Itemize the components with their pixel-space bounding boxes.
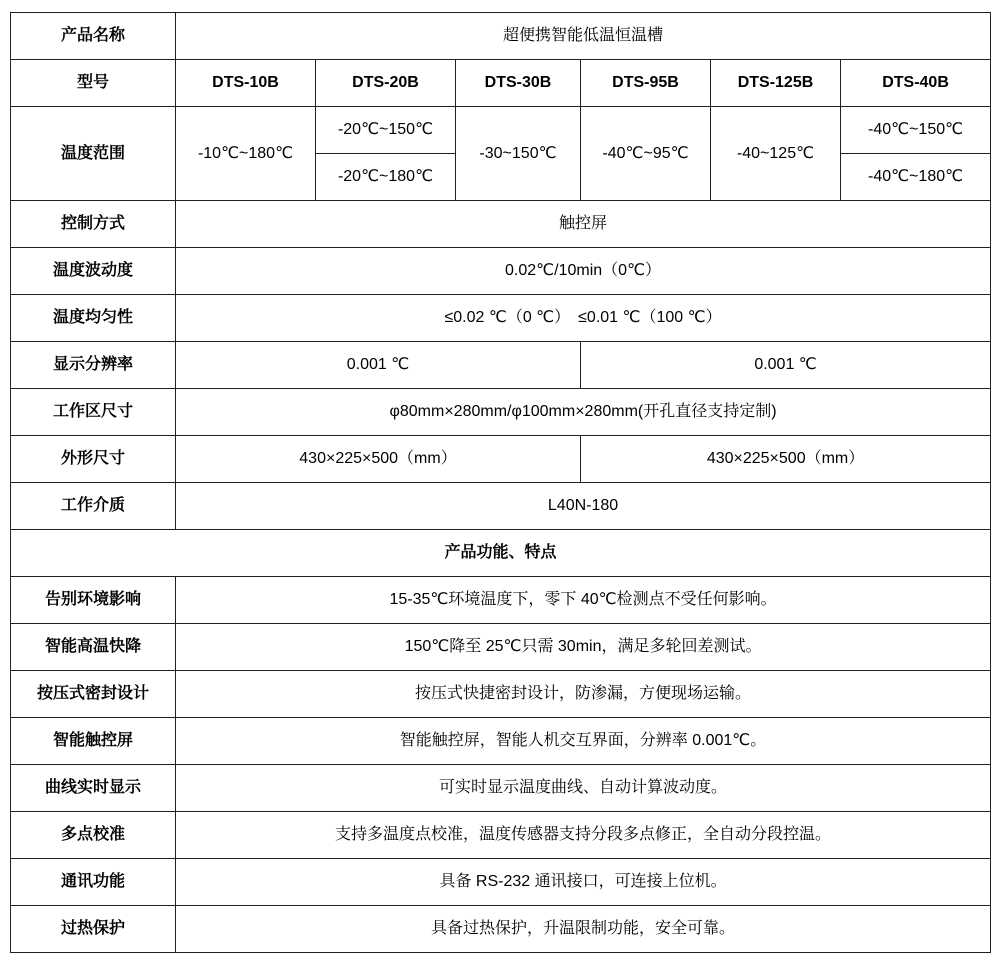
- row-label-model: 型号: [11, 60, 176, 107]
- row-value-work-area-size: φ80mm×280mm/φ100mm×280mm(开孔直径支持定制): [176, 389, 991, 436]
- table-row-outline-size: [11, 436, 991, 483]
- table-row: [11, 765, 991, 812]
- temp-range-dts-30b: -30~150℃: [456, 107, 581, 201]
- table-row-model: [11, 60, 991, 107]
- feature-value-3: 智能触控屏，智能人机交互界面，分辨率 0.001℃。: [176, 718, 991, 765]
- table-row-control-mode: [11, 201, 991, 248]
- row-label-product-name: 产品名称: [11, 13, 176, 60]
- temp-range-dts-20b-top: -20℃~150℃: [316, 107, 456, 154]
- feature-value-5: 支持多温度点校准，温度传感器支持分段多点修正，全自动分段控温。: [176, 812, 991, 859]
- model-dts-95b: DTS-95B: [581, 60, 711, 107]
- table-row-display-resolution: [11, 342, 991, 389]
- row-value-product-name: 超便携智能低温恒温槽: [176, 13, 991, 60]
- table-row: [11, 671, 991, 718]
- feature-value-0: 15-35℃环境温度下，零下 40℃检测点不受任何影响。: [176, 577, 991, 624]
- feature-value-7: 具备过热保护，升温限制功能，安全可靠。: [176, 906, 991, 953]
- model-dts-125b: DTS-125B: [711, 60, 841, 107]
- temp-range-dts-125b: -40~125℃: [711, 107, 841, 201]
- row-value-temp-fluctuation: 0.02℃/10min（0℃）: [176, 248, 991, 295]
- table-row: [11, 812, 991, 859]
- temp-range-dts-10b: -10℃~180℃: [176, 107, 316, 201]
- table-row: [11, 577, 991, 624]
- feature-label-0: 告别环境影响: [11, 577, 176, 624]
- features-header: 产品功能、特点: [11, 530, 991, 577]
- row-label-temp-range: 温度范围: [11, 107, 176, 201]
- table-row-temp-uniformity: [11, 295, 991, 342]
- temp-range-dts-40b-bottom: -40℃~180℃: [841, 154, 991, 201]
- model-dts-30b: DTS-30B: [456, 60, 581, 107]
- row-value-working-medium: L40N-180: [176, 483, 991, 530]
- table-row-features-header: [11, 530, 991, 577]
- model-dts-40b: DTS-40B: [841, 60, 991, 107]
- feature-label-7: 过热保护: [11, 906, 176, 953]
- row-value-control-mode: 触控屏: [176, 201, 991, 248]
- row-label-temp-uniformity: 温度均匀性: [11, 295, 176, 342]
- table-row-product-name: [11, 13, 991, 60]
- feature-label-6: 通讯功能: [11, 859, 176, 906]
- row-value-temp-uniformity: ≤0.02 ℃（0 ℃） ≤0.01 ℃（100 ℃）: [176, 295, 991, 342]
- feature-value-2: 按压式快捷密封设计，防渗漏，方便现场运输。: [176, 671, 991, 718]
- table-row: [11, 906, 991, 953]
- row-label-control-mode: 控制方式: [11, 201, 176, 248]
- temp-range-dts-40b-top: -40℃~150℃: [841, 107, 991, 154]
- feature-value-4: 可实时显示温度曲线、自动计算波动度。: [176, 765, 991, 812]
- row-value-outline-size-right: 430×225×500（mm）: [581, 436, 991, 483]
- feature-value-1: 150℃降至 25℃只需 30min，满足多轮回差测试。: [176, 624, 991, 671]
- row-label-working-medium: 工作介质: [11, 483, 176, 530]
- table-row: [11, 718, 991, 765]
- temp-range-dts-95b: -40℃~95℃: [581, 107, 711, 201]
- model-dts-10b: DTS-10B: [176, 60, 316, 107]
- feature-label-4: 曲线实时显示: [11, 765, 176, 812]
- row-value-display-resolution-right: 0.001 ℃: [581, 342, 991, 389]
- table-row: [11, 859, 991, 906]
- model-dts-20b: DTS-20B: [316, 60, 456, 107]
- feature-label-5: 多点校准: [11, 812, 176, 859]
- feature-label-3: 智能触控屏: [11, 718, 176, 765]
- row-label-display-resolution: 显示分辨率: [11, 342, 176, 389]
- row-value-outline-size-left: 430×225×500（mm）: [176, 436, 581, 483]
- row-label-work-area-size: 工作区尺寸: [11, 389, 176, 436]
- feature-label-2: 按压式密封设计: [11, 671, 176, 718]
- table-row-working-medium: [11, 483, 991, 530]
- temp-range-dts-20b-bottom: -20℃~180℃: [316, 154, 456, 201]
- specification-table: [10, 12, 991, 953]
- table-row-temp-fluctuation: [11, 248, 991, 295]
- feature-value-6: 具备 RS-232 通讯接口，可连接上位机。: [176, 859, 991, 906]
- table-row-work-area-size: [11, 389, 991, 436]
- table-row-temp-range-top: [11, 107, 991, 154]
- feature-label-1: 智能高温快降: [11, 624, 176, 671]
- row-value-display-resolution-left: 0.001 ℃: [176, 342, 581, 389]
- row-label-outline-size: 外形尺寸: [11, 436, 176, 483]
- table-row: [11, 624, 991, 671]
- row-label-temp-fluctuation: 温度波动度: [11, 248, 176, 295]
